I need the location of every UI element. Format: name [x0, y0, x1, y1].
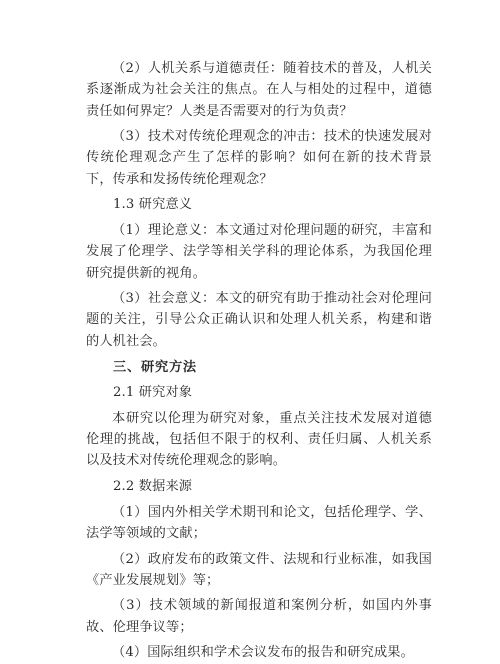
- list-item-policy-documents: （2）政府发布的政策文件、法规和行业标准，如我国《产业发展规划》等；: [86, 551, 432, 588]
- heading-research-object: 2.1 研究对象: [113, 385, 193, 401]
- document-body: [86, 58, 432, 664]
- paragraph-human-machine-responsibility: （2）人机关系与道德责任：随着技术的普及，人机关系逐渐成为社会关注的焦点。在人与相处的过程中，道德责任如何界定？人类是否需要对的行为负责？: [86, 61, 432, 119]
- heading-research-methods: 三、研究方法: [113, 359, 197, 375]
- paragraph-research-object: 本研究以伦理为研究对象，重点关注技术发展对道德伦理的挑战，包括但不限于的权利、责任归属、人机关系以及技术对传统伦理观念的影响。: [86, 410, 432, 469]
- list-item-news-cases: （3）技术领域的新闻报道和案例分析，如国内外事故、伦理争议等；: [86, 598, 432, 635]
- heading-research-significance: 1.3 研究意义: [113, 197, 193, 213]
- paragraph-impact-on-traditional-ethics: （3）技术对传统伦理观念的冲击：技术的快速发展对传统伦理观念产生了怎样的影响？如何在新的技术背景下，传承和发扬传统伦理观念？: [86, 129, 432, 187]
- paragraph-theoretical-significance: （1）理论意义：本文通过对伦理问题的研究，丰富和发展了伦理学、法学等相关学科的理论体系，为我国伦理研究提供新的视角。: [86, 222, 432, 281]
- heading-data-sources: 2.2 数据来源: [113, 479, 193, 495]
- list-item-journals: （1）国内外相关学术期刊和论文，包括伦理学、学、法学等领域的文献；: [86, 504, 432, 541]
- list-item-international-reports: （4）国际组织和学术会议发布的报告和研究成果。: [112, 645, 414, 661]
- paragraph-social-significance: （3）社会意义：本文的研究有助于推动社会对伦理问题的关注，引导公众正确认识和处理人机关系，构建和谐的人机社会。: [86, 291, 432, 349]
